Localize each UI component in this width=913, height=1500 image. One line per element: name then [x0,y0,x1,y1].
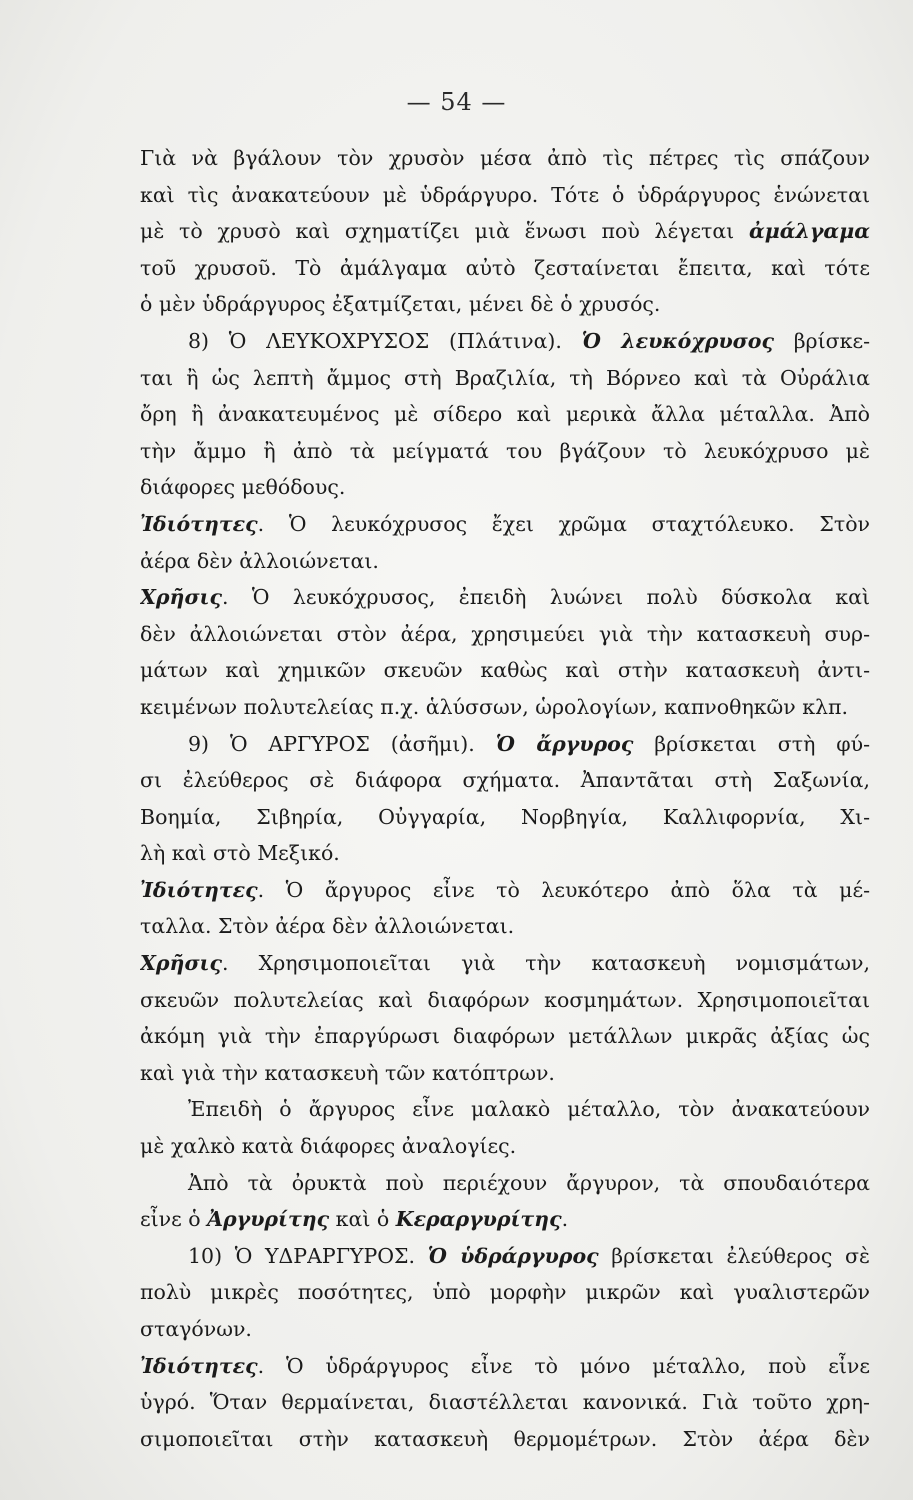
subheading: Ἰδιότητες [140,1353,258,1378]
text-line-19: Βοημία, Σιβηρία, Οὐγγαρία, Νορβηγία, Καλλιφορνία, Χι- [140,804,870,829]
text-line-29: Ἀπὸ τὰ ὀρυκτὰ ποὺ περιέχουν ἄργυρον, τὰ σπουδαιότερα [188,1170,870,1195]
mineral-name: Κεραργυρίτης [395,1207,562,1232]
text-line-2: καὶ τὶς ἀνακατεύουν μὲ ὑδράργυρο. Τότε ὁ ὑδράργυρος ἑνώνεται [140,182,870,207]
mineral-name: Ἀργυρίτης [207,1207,330,1232]
text-line-24: σκευῶν πολυτελείας καὶ διαφόρων κοσμημάτων. Χρησιμοποιεῖται [140,987,870,1012]
emphasized-term: Ὁ λευκόχρυσος [581,328,774,353]
section-heading-9: 9) Ὁ ΑΡΓΥΡΟΣ (ἀσῆμι). Ὁ ἄργυρος βρίσκεται στὴ φύ- [188,731,870,756]
subheading: Ἰδιότητες [140,877,258,902]
page-number: — 54 — [406,88,507,116]
subheading: Χρῆσις [140,951,222,976]
text-line-14: δὲν ἀλλοιώνεται στὸν ἀέρα, χρησιμεύει γιὰ τὴν κατασκευὴ συρ- [140,621,870,646]
text-line-26: καὶ γιὰ τὴν κατασκευὴ τῶν κατόπτρων. [140,1060,555,1085]
text-line-32: πολὺ μικρὲς ποσότητες, ὑπὸ μορφὴν μικρῶν καὶ γυαλιστερῶν [140,1280,870,1305]
section-heading-10: 10) Ὁ ΥΔΡΑΡΓΥΡΟΣ. Ὁ ὑδράργυρος βρίσκεται ἐλεύθερος σὲ [188,1243,870,1268]
text-line-25: ἀκόμη γιὰ τὴν ἐπαργύρωσι διαφόρων μετάλλων μικρᾶς ἀξίας ὡς [140,1024,870,1049]
subheading: Ἰδιότητες [140,511,258,536]
text-line-3: μὲ τὸ χρυσὸ καὶ σχηματίζει μιὰ ἕνωσι ποὺ λέγεται ἀμάλγαμα [140,219,870,244]
text-line-9: τὴν ἄμμο ἢ ἀπὸ τὰ μείγματά του βγάζουν τὸ λευκόχρυσο μὲ [140,438,870,463]
emphasized-term: Ὁ ἄργυρος [495,731,634,756]
text-line-22: ταλλα. Στὸν ἀέρα δὲν ἀλλοιώνεται. [140,914,515,939]
text-line-10: διάφορες μεθόδους. [140,475,346,500]
text-line-4: τοῦ χρυσοῦ. Τὸ ἀμάλγαμα αὐτὸ ζεσταίνεται ἔπειτα, καὶ τότε [140,255,870,280]
text-line-30: εἶνε ὁ Ἀργυρίτης καὶ ὁ Κεραργυρίτης. [140,1207,569,1232]
text-line-7: ται ἢ ὡς λεπτὴ ἄμμος στὴ Βραζιλία, τὴ Βόρνεο καὶ τὰ Οὐράλια [140,365,870,390]
properties-line: Ἰδιότητες. Ὁ ἄργυρος εἶνε τὸ λευκότερο ἀπὸ ὅλα τὰ μέ- [140,877,870,902]
properties-line: Ἰδιότητες. Ὁ λευκόχρυσος ἔχει χρῶμα σταχτόλευκο. Στὸν [140,511,870,536]
text-line-15: μάτων καὶ χημικῶν σκευῶν καθὼς καὶ στὴν κατασκευὴ ἀντι- [140,658,870,683]
text-line-18: σι ἐλεύθερος σὲ διάφορα σχήματα. Ἀπαντᾶται στὴ Σαξωνία, [140,768,870,793]
text-line-5: ὁ μὲν ὑδράργυρος ἐξατμίζεται, μένει δὲ ὁ χρυσός. [140,292,661,317]
text-line-35: ὑγρό. Ὅταν θερμαίνεται, διαστέλλεται κανονικά. Γιὰ τοῦτο χρη- [140,1390,870,1415]
text-line-36: σιμοποιεῖται στὴν κατασκευὴ θερμομέτρων. Στὸν ἀέρα δὲν [140,1426,870,1451]
emphasized-term: ἀμάλγαμα [748,219,870,244]
emphasized-term: Ὁ ὑδράργυρος [427,1243,599,1268]
text-body [140,140,870,1457]
use-line: Χρῆσις. Χρησιμοποιεῖται γιὰ τὴν κατασκευὴ νομισμάτων, [140,951,870,976]
text-line-16: κειμένων πολυτελείας π.χ. ἁλύσσων, ὡρολογίων, καπνοθηκῶν κλπ. [140,694,849,719]
text-line-1: Γιὰ νὰ βγάλουν τὸν χρυσὸν μέσα ἀπὸ τὶς πέτρες τὶς σπάζουν [140,146,870,170]
subheading: Χρῆσις [140,585,222,610]
text-line-27: Ἐπειδὴ ὁ ἄργυρος εἶνε μαλακὸ μέταλλο, τὸν ἀνακατεύουν [188,1097,870,1122]
section-heading-8: 8) Ὁ ΛΕΥΚΟΧΡΥΣΟΣ (Πλάτινα). Ὁ λευκόχρυσος βρίσκε- [188,328,870,353]
text-line-12: ἀέρα δὲν ἀλλοιώνεται. [140,548,379,573]
properties-line: Ἰδιότητες. Ὁ ὑδράργυρος εἶνε τὸ μόνο μέταλλο, ποὺ εἶνε [140,1353,870,1378]
text-line-20: λὴ καὶ στὸ Μεξικό. [140,841,340,866]
text-line-33: σταγόνων. [140,1317,252,1341]
use-line: Χρῆσις. Ὁ λευκόχρυσος, ἐπειδὴ λυώνει πολὺ δύσκολα καὶ [140,585,870,610]
text-line-28: μὲ χαλκὸ κατὰ διάφορες ἀναλογίες. [140,1134,517,1159]
text-line-8: ὄρη ἢ ἀνακατευμένος μὲ σίδερο καὶ μερικὰ ἄλλα μέταλλα. Ἀπὸ [140,402,870,427]
